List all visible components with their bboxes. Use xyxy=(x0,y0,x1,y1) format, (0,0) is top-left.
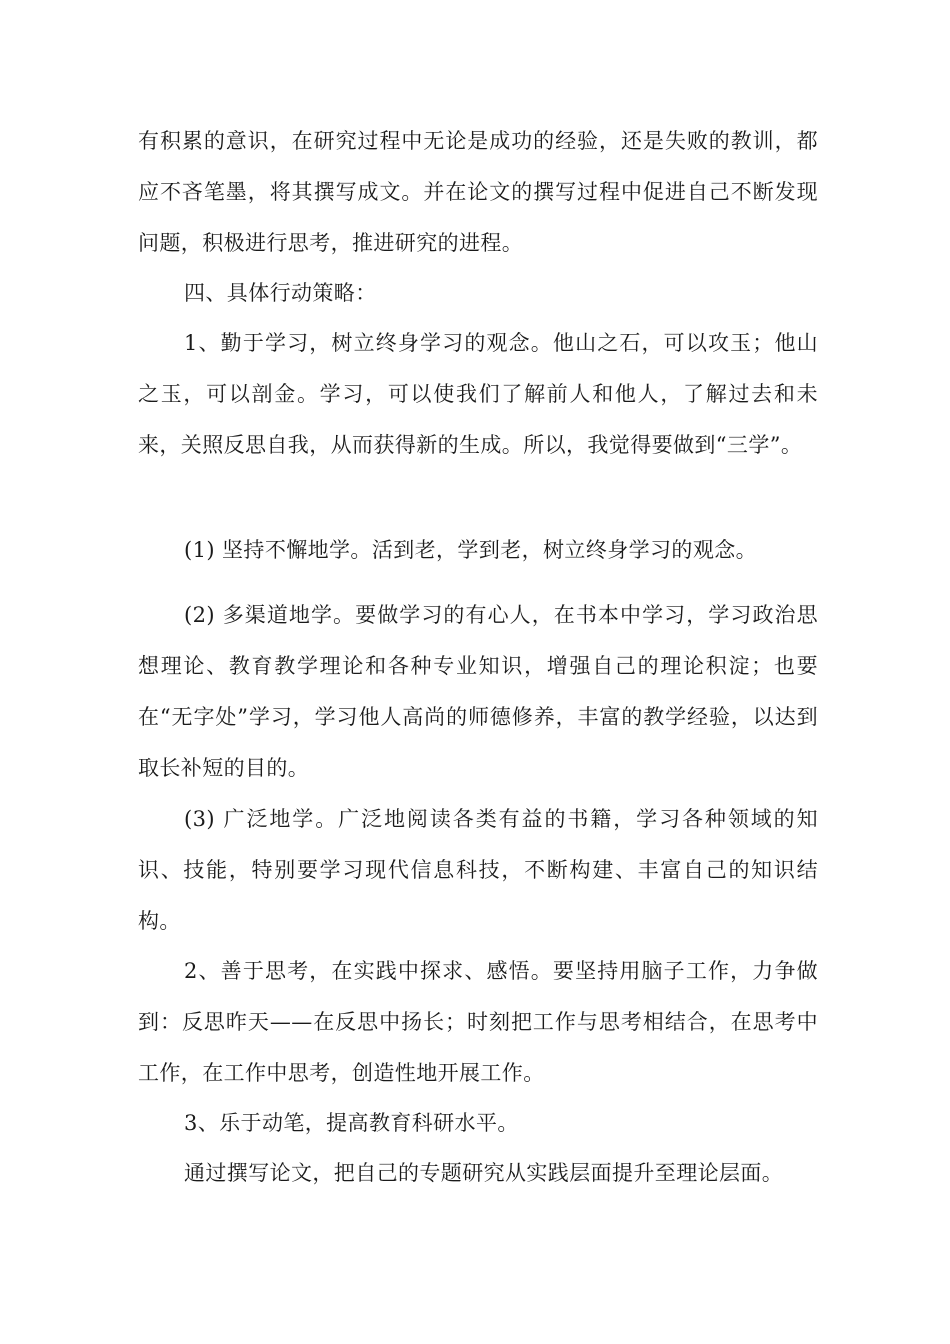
paragraph-subitem-1: (1) 坚持不懈地学。活到老，学到老，树立终身学习的观念。 xyxy=(184,538,758,562)
paragraph-item-1: 1、勤于学习，树立终身学习的观念。他山之石，可以攻玉；他山之玉，可以剖金。学习，可以使我们了解前人和他人，了解过去和未来，关照反思自我，从而获得新的生成。所以，我觉得要做到“三学”。 xyxy=(138,331,818,457)
paragraph-item-3: 3、乐于动笔，提高教育科研水平。 xyxy=(184,1111,519,1135)
paragraph-subitem-2: (2) 多渠道地学。要做学习的有心人，在书本中学习，学习政治思想理论、教育教学理论和各种专业知识，增强自己的理论积淀；也要在“无字处”学习，学习他人高尚的师德修养，丰富的教学经验，以达到取长补短的目的。 xyxy=(138,603,818,780)
paragraph-closing: 通过撰写论文，把自己的专题研究从实践层面提升至理论层面。 xyxy=(184,1161,784,1185)
paragraph-continuation: 有积累的意识，在研究过程中无论是成功的经验，还是失败的教训，都应不吝笔墨，将其撰写成文。并在论文的撰写过程中促进自己不断发现问题，积极进行思考，推进研究的进程。 xyxy=(138,129,818,255)
paragraph-item-2: 2、善于思考，在实践中探求、感悟。要坚持用脑子工作，力争做到：反思昨天——在反思中扬长；时刻把工作与思考相结合，在思考中工作，在工作中思考，创造性地开展工作。 xyxy=(138,959,818,1085)
section-heading: 四、具体行动策略： xyxy=(184,281,377,305)
paragraph-subitem-3: (3) 广泛地学。广泛地阅读各类有益的书籍，学习各种领域的知识、技能，特别要学习现代信息科技，不断构建、丰富自己的知识结构。 xyxy=(138,807,818,933)
